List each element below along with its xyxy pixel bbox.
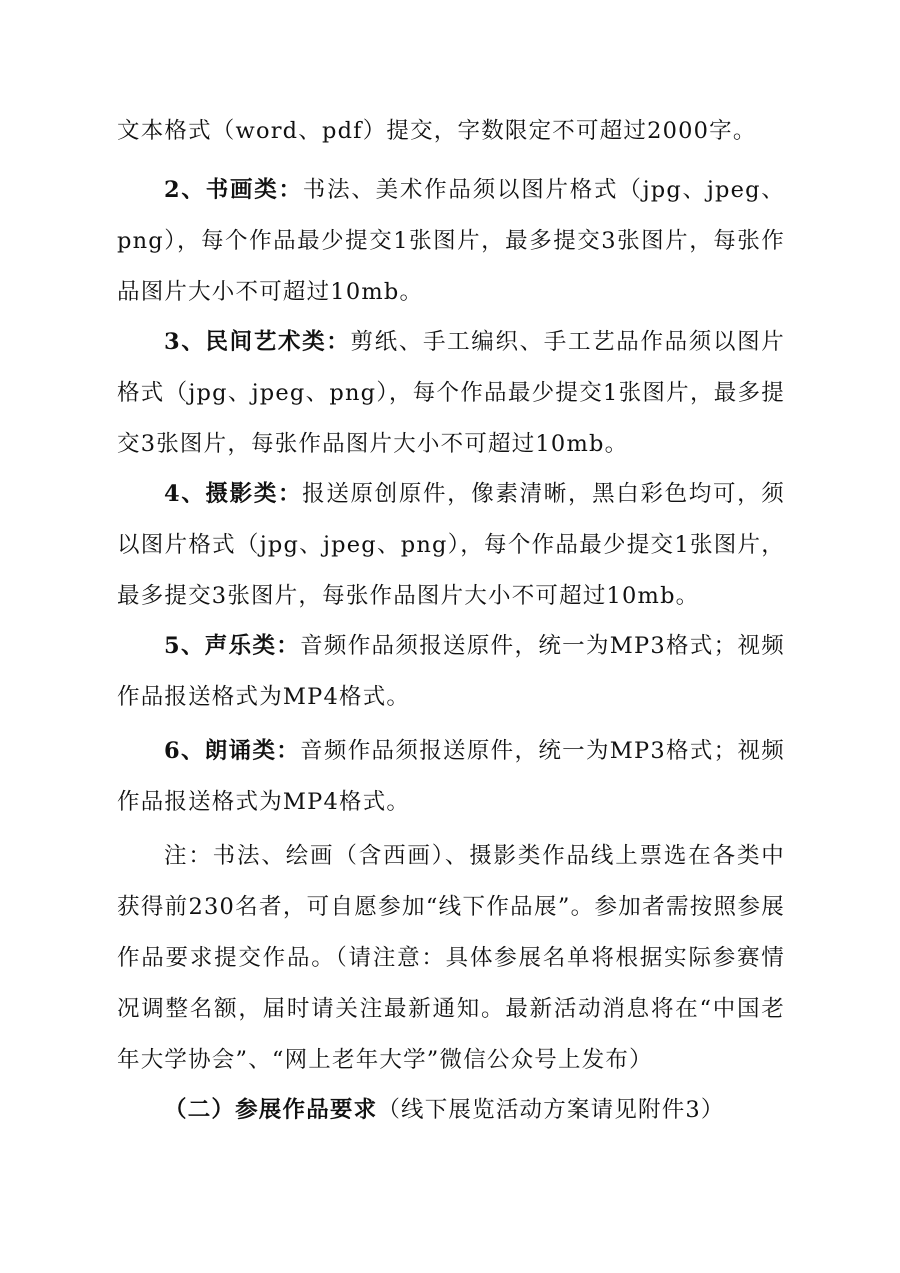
paragraph-body: （线下展览活动方案请见附件3） <box>377 1097 725 1123</box>
section-heading: 6、朗诵类： <box>164 738 301 764</box>
paragraph-recitation <box>117 726 785 828</box>
paragraph-exhibit-requirements <box>117 1085 785 1136</box>
paragraph-body: 音频作品须报送原件，统一为MP3格式；视频作品报送格式为MP4格式。 <box>117 633 785 710</box>
paragraph-folk-art <box>117 317 785 470</box>
section-heading: 4、摄影类： <box>164 481 303 507</box>
paragraph-vocal <box>117 621 785 723</box>
paragraph-body: 剪纸、手工编织、手工艺品作品须以图片格式（jpg、jpeg、png），每个作品最少提交1张图片，最多提交3张图片，每张作品图片大小不可超过10mb。 <box>117 329 785 457</box>
paragraph-calligraphy <box>117 165 785 318</box>
paragraph-note <box>117 831 785 1086</box>
paragraph-body: 注：书法、绘画（含西画）、摄影类作品线上票选在各类中获得前230名者，可自愿参加“线下作品展”。参加者需按照参展作品要求提交作品。（请注意：具体参展名单将根据实际参赛情况调整名额，届时请关注最新通知。最新活动消息将在“中国老年大学协会”、“网上老年大学”微信公众号上发布） <box>117 843 785 1073</box>
section-heading: （二）参展作品要求 <box>164 1097 378 1123</box>
paragraph-photography <box>117 469 785 622</box>
section-heading: 2、书画类： <box>164 177 303 203</box>
paragraph-body: 书法、美术作品须以图片格式（jpg、jpeg、png），每个作品最少提交1张图片，最多提交3张图片，每张作品图片大小不可超过10mb。 <box>117 177 786 305</box>
paragraph-body: 文本格式（word、pdf）提交，字数限定不可超过2000字。 <box>117 118 757 144</box>
section-heading: 3、民间艺术类： <box>164 329 351 355</box>
paragraph-body: 报送原创原件，像素清晰，黑白彩色均可，须以图片格式（jpg、jpeg、png），每个作品最少提交1张图片，最多提交3张图片，每张作品图片大小不可超过10mb。 <box>117 481 785 609</box>
paragraph-text-format <box>117 106 785 157</box>
paragraph-body: 音频作品须报送原件，统一为MP3格式；视频作品报送格式为MP4格式。 <box>117 738 785 815</box>
section-heading: 5、声乐类： <box>164 633 301 659</box>
